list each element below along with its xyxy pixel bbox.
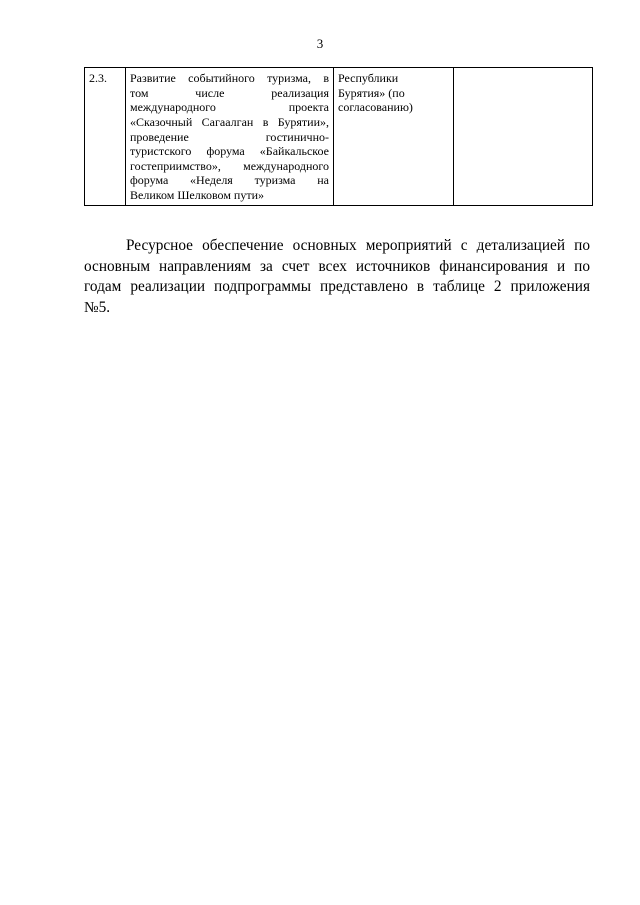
description-line: туристского форума «Байкальское: [130, 144, 329, 159]
executor-line: Бурятия» (по: [338, 85, 405, 100]
empty-cell: [454, 68, 593, 206]
table-row: [85, 68, 593, 206]
description-line: том числе реализация: [130, 85, 329, 100]
activity-description-cell: [126, 68, 334, 206]
paragraph-line: Ресурсное обеспечение основных мероприятий с детализацией по: [126, 237, 590, 254]
description-line: проведение гостинично-: [130, 129, 329, 144]
activities-table: [84, 67, 593, 206]
description-line: форума «Неделя туризма на: [130, 173, 329, 188]
description-line: Развитие событийного туризма, в: [130, 71, 329, 85]
paragraph-line: годам реализации подпрограммы представлено в таблице 2 приложения: [84, 278, 590, 295]
resource-paragraph: [84, 236, 590, 318]
executor-line: согласованию): [338, 100, 413, 115]
paragraph-line: основным направлениям за счет всех источников финансирования и по: [84, 257, 590, 275]
description-line: Великом Шелковом пути»: [130, 188, 265, 202]
description-line: международного проекта: [130, 100, 329, 115]
paragraph-line: №5.: [84, 298, 111, 316]
page-number: 3: [316, 36, 324, 51]
description-line: «Сказочный Сагаалган в Бурятии»,: [130, 114, 329, 129]
description-line: гостеприимство», международного: [130, 158, 329, 173]
row-number-cell: 2.3.: [85, 68, 126, 206]
executor-cell: [334, 68, 454, 206]
executor-line: Республики: [338, 71, 399, 85]
